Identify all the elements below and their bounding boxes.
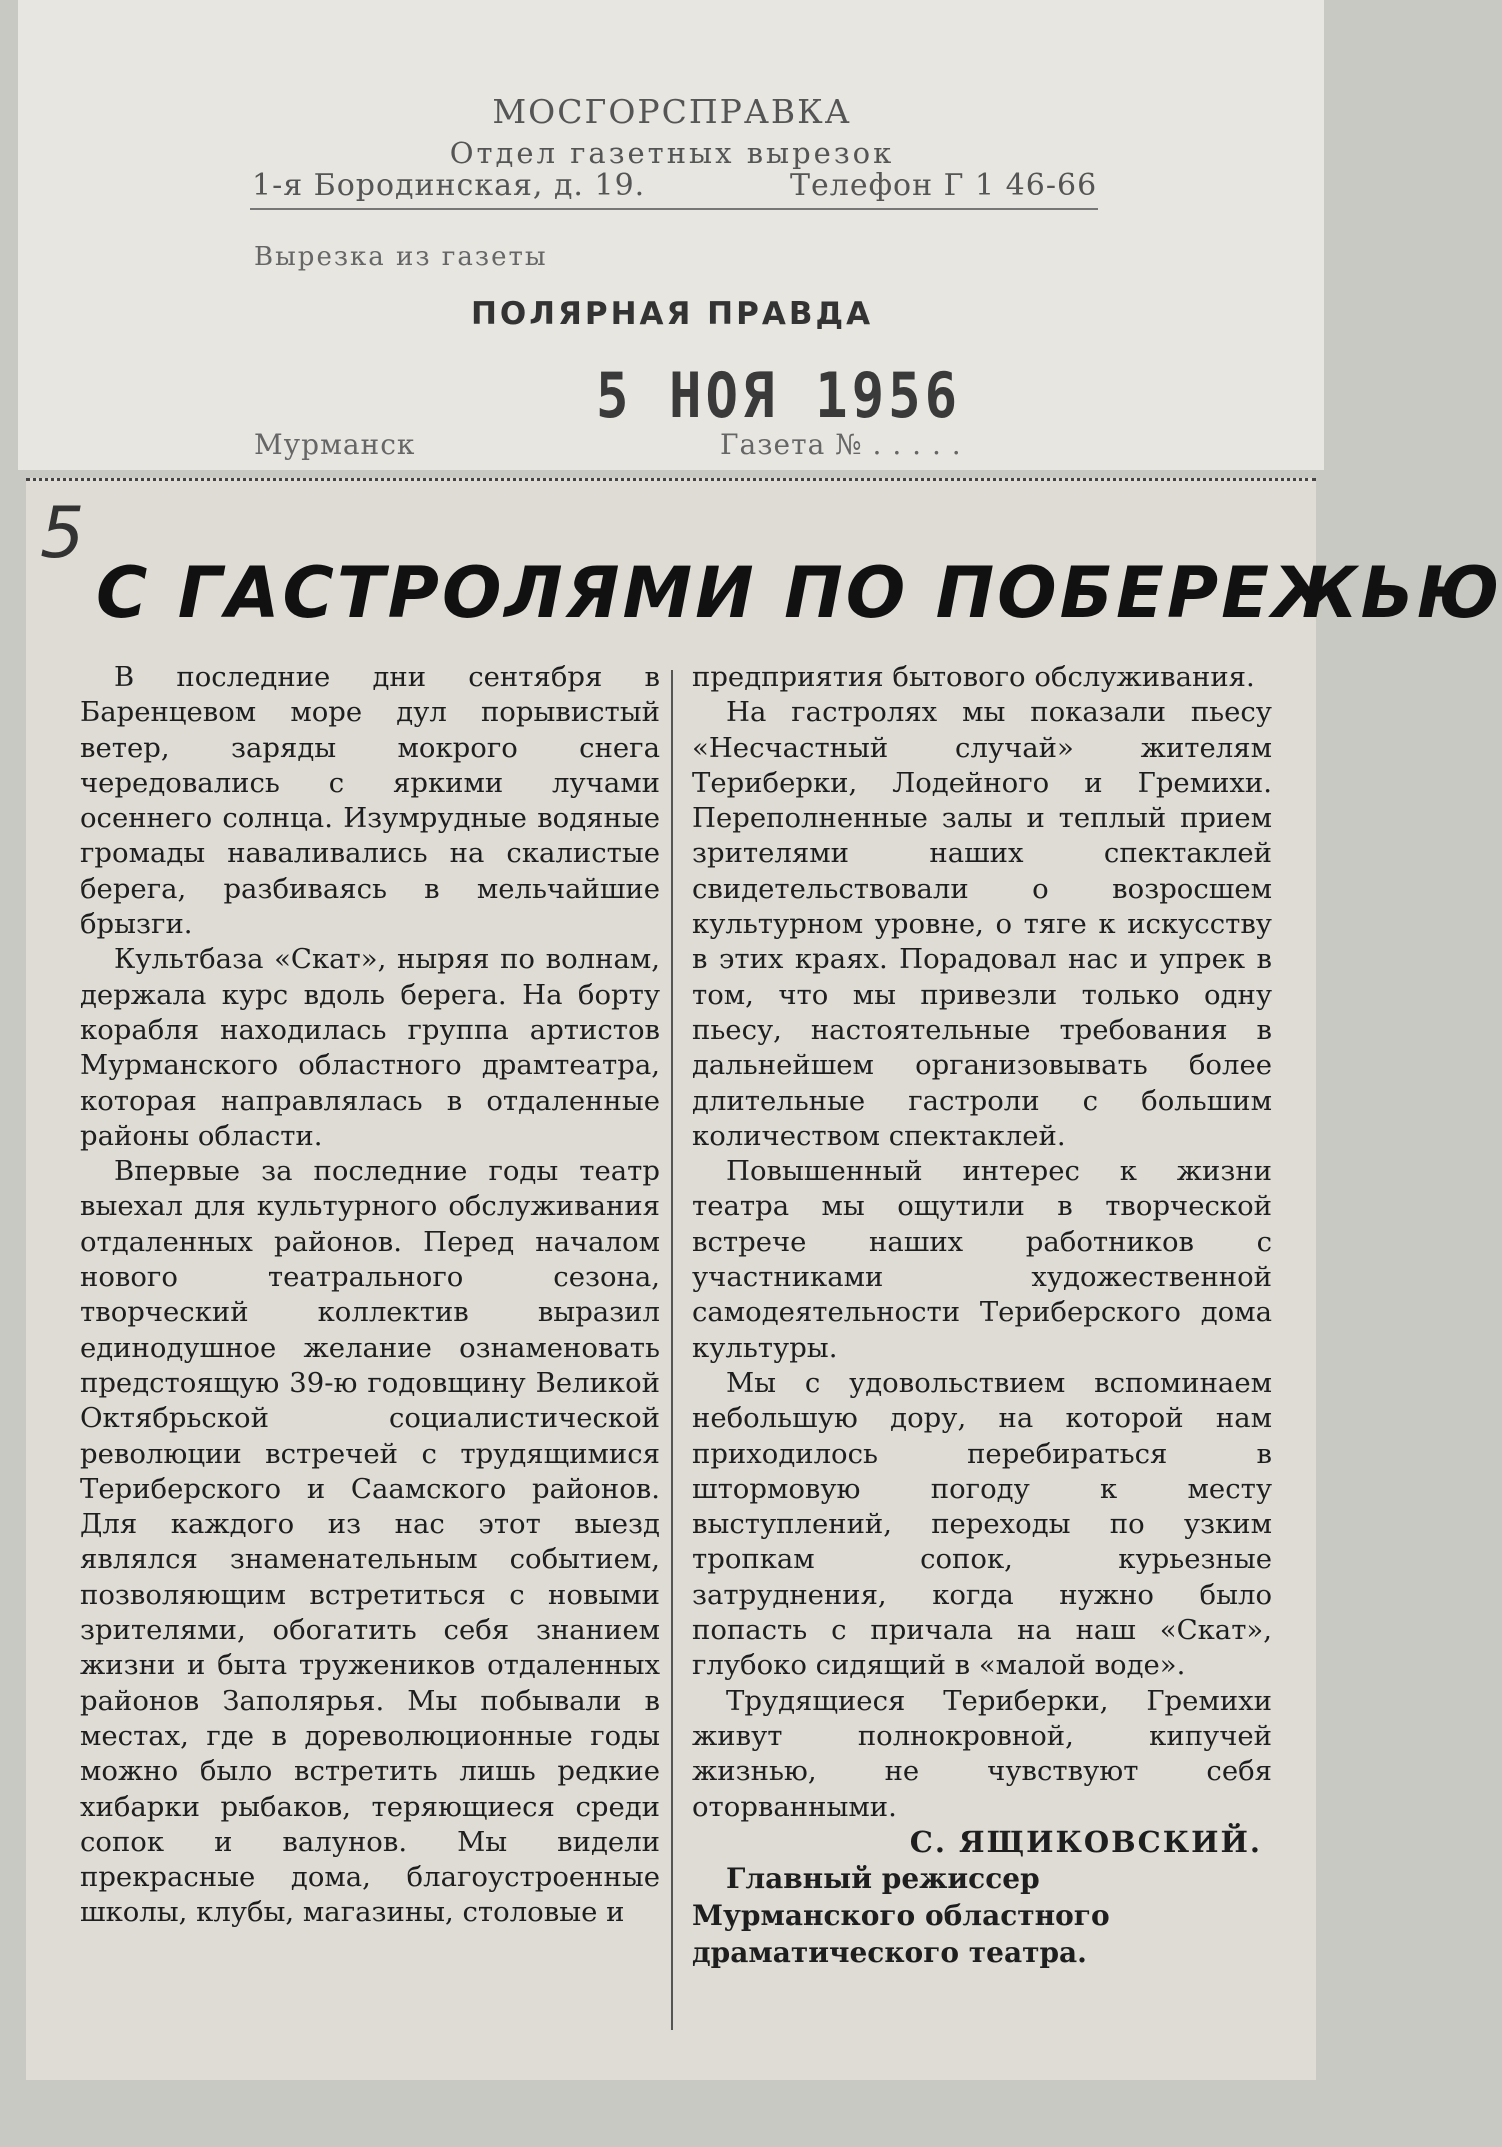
paragraph: Повышенный интерес к жизни театра мы ощутили в творческой встрече наших работников с участниками художественной самодеятельности Териберского дома культуры. — [692, 1155, 1272, 1364]
paragraph: Трудящиеся Териберки, Гремихи живут полнокровной, кипучей жизнью, не чувствуют себя оторванными. — [692, 1684, 1272, 1823]
department-name: Отдел газетных вырезок — [449, 136, 895, 170]
header-rule — [250, 208, 1098, 210]
column-divider — [671, 670, 673, 2030]
newspaper-name: ПОЛЯРНАЯ ПРАВДА — [470, 296, 874, 332]
paragraph: На гастролях мы показали пьесу «Несчастный случай» жителям Териберки, Лодейного и Гремихи. Переполненные залы и теплый прием зрителями наших спектаклей свидетельствовали о возросшем культурном уровне, о тяге к искусству в этих краях. Порадовал нас и упрек в том, что мы привезли только одну пьесу, настоятельные требования в дальнейшем организовывать более длительные гастроли с большим количеством спектаклей. — [692, 696, 1272, 1152]
handwritten-issue-mark: 5 — [40, 492, 85, 574]
paragraph: Впервые за последние годы театр выехал для культурного обслуживания отдаленных районов. Перед началом нового театрального сезона, творческий коллектив выразил единодушное желание ознаменовать предстоящую 39-ю годовщину Великой Октябрьской социалистической революции встречей с трудящимися Териберского и Саамского районов. Для каждого из нас этот выезд являлся знаменательным событием, позволяющим встретиться с новыми зрителями, обогатить себя знанием жизни и быта тружеников отдаленных районов Заполярья. Мы побывали в местах, где в дореволюционные годы можно было встретить лишь редкие хибарки рыбаков, теряющиеся среди сопок и валунов. Мы видели прекрасные дома, благоустроенные школы, клубы, магазины, столовые и — [80, 1155, 660, 1929]
agency-phone: Телефон Г 1 46-66 — [790, 168, 1098, 203]
gazette-number-label: Газета № . . . . . — [720, 428, 962, 461]
paragraph: Культбаза «Скат», ныряя по волнам, держала курс вдоль берега. На борту корабля находилась группа артистов Мурманского областного драмтеатра, которая направлялась в отдаленные районы области. — [80, 943, 660, 1152]
paragraph: Мы с удовольствием вспоминаем небольшую дору, на которой нам приходилось перебираться в штормовую погоду к месту выступлений, переходы по узким тропкам сопок, курьезные затруднения, когда нужно было попасть с причала на наш «Скат», глубоко сидящий в «малой воде». — [692, 1366, 1272, 1682]
paragraph: предприятия бытового обслуживания. — [692, 661, 1255, 693]
article-right-column — [692, 660, 1272, 1971]
city-label: Мурманск — [254, 428, 416, 461]
date-stamp: 5 НОЯ 1956 — [596, 359, 962, 432]
paragraph: В последние дни сентября в Баренцевом море дул порывистый ветер, заряды мокрого снега чередовались с яркими лучами осеннего солнца. Изумрудные водяные громады наваливались на скалистые берега, разбиваясь в мельчайшие брызги. — [80, 661, 660, 941]
clipping-from-label: Вырезка из газеты — [254, 242, 548, 272]
agency-name: МОСГОРСПРАВКА — [492, 92, 852, 131]
article-title: С ГАСТРОЛЯМИ ПО ПОБЕРЕЖЬЮ — [96, 552, 1502, 634]
author-role: Главный режиссер Мурманского областного драматического театра. — [692, 1862, 1110, 1970]
agency-address: 1-я Бородинская, д. 19. — [252, 168, 646, 203]
article-author: С. ЯЩИКОВСКИЙ. — [909, 1824, 1262, 1859]
article-left-column — [80, 660, 660, 1931]
